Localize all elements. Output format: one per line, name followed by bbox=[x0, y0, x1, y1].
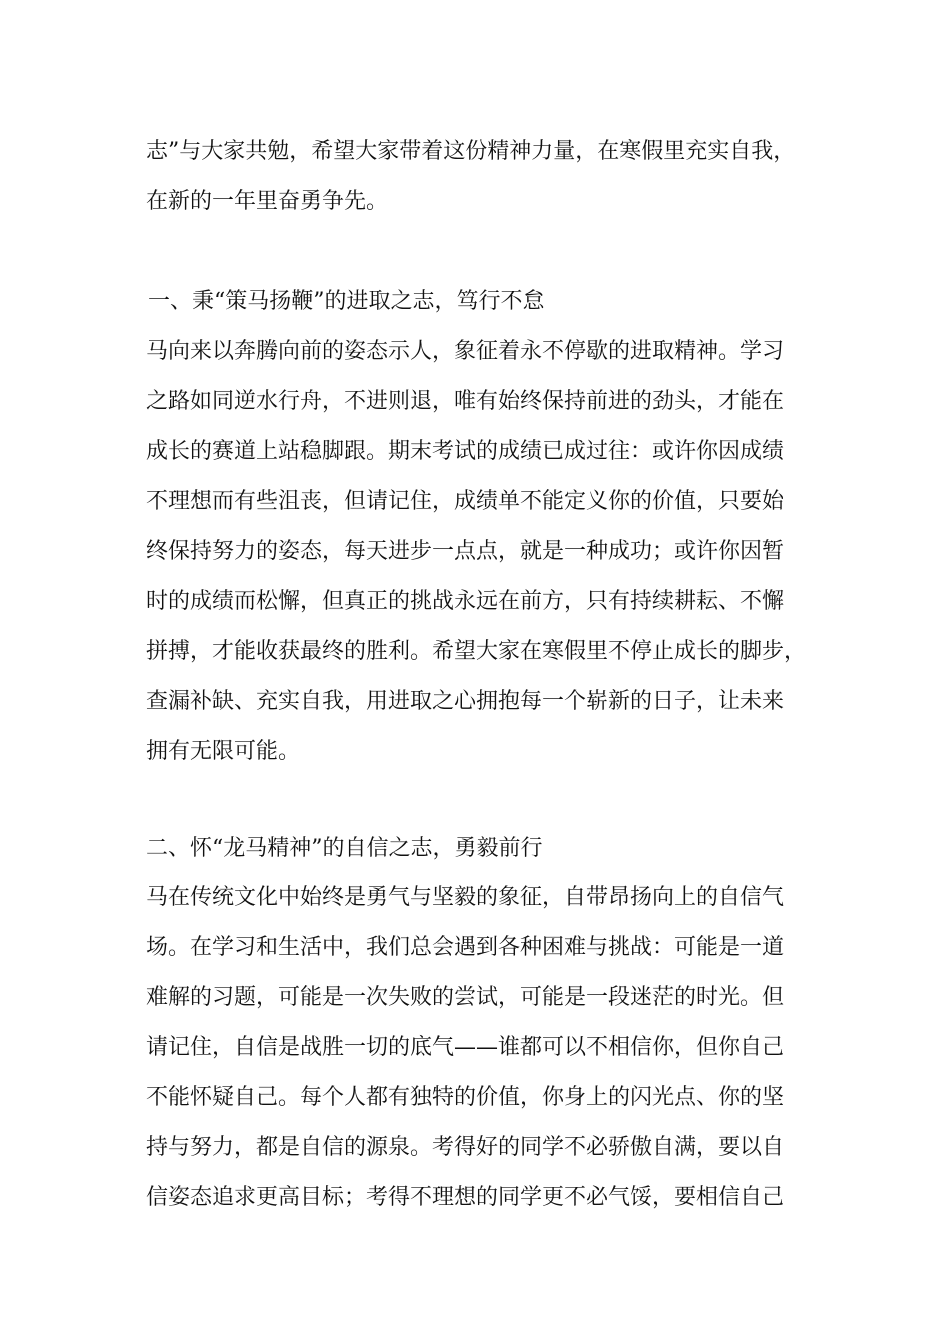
paragraph-line: 时的成绩而松懈，但真正的挑战永远在前方，只有持续耕耘、不懈 bbox=[146, 589, 785, 614]
paragraph-line: 成长的赛道上站稳脚跟。期末考试的成绩已成过往：或许你因成绩 bbox=[146, 439, 785, 464]
paragraph-line: 信姿态追求更高目标；考得不理想的同学更不必气馁，要相信自己 bbox=[146, 1185, 785, 1210]
paragraph-line: 拼搏，才能收获最终的胜利。希望大家在寒假里不停止成长的脚步， bbox=[146, 639, 807, 664]
section-one-heading-container bbox=[148, 287, 828, 317]
section-two-paragraph bbox=[146, 873, 826, 1223]
paragraph-line: 持与努力，都是自信的源泉。考得好的同学不必骄傲自满，要以自 bbox=[146, 1135, 785, 1160]
paragraph-line: 之路如同逆水行舟，不进则退，唯有始终保持前进的劲头，才能在 bbox=[146, 389, 785, 414]
paragraph-line: 难解的习题，可能是一次失败的尝试，可能是一段迷茫的时光。但 bbox=[146, 985, 785, 1010]
paragraph-line: 在新的一年里奋勇争先。 bbox=[146, 189, 389, 214]
section-one-paragraph bbox=[146, 327, 826, 777]
paragraph-line: 查漏补缺、充实自我，用进取之心拥抱每一个崭新的日子，让未来 bbox=[146, 689, 785, 714]
section-one-heading: 一、秉“策马扬鞭”的进取之志，笃行不怠 bbox=[148, 289, 545, 314]
paragraph-line: 拥有无限可能。 bbox=[146, 739, 301, 764]
section-two-heading-container bbox=[146, 834, 826, 864]
paragraph-line: 不理想而有些沮丧，但请记住，成绩单不能定义你的价值，只要始 bbox=[146, 489, 785, 514]
section-two-heading: 二、怀“龙马精神”的自信之志，勇毅前行 bbox=[146, 836, 543, 861]
paragraph-line: 马在传统文化中始终是勇气与坚毅的象征，自带昂扬向上的自信气 bbox=[146, 885, 785, 910]
paragraph-line: 马向来以奔腾向前的姿态示人，象征着永不停歇的进取精神。学习 bbox=[146, 339, 785, 364]
intro-paragraph bbox=[146, 127, 826, 227]
paragraph-line: 不能怀疑自己。每个人都有独特的价值，你身上的闪光点、你的坚 bbox=[146, 1085, 785, 1110]
paragraph-line: 场。在学习和生活中，我们总会遇到各种困难与挑战：可能是一道 bbox=[146, 935, 785, 960]
paragraph-line: 请记住，自信是战胜一切的底气——谁都可以不相信你，但你自己 bbox=[146, 1035, 785, 1060]
paragraph-line: 志”与大家共勉，希望大家带着这份精神力量，在寒假里充实自我， bbox=[146, 139, 796, 164]
paragraph-line: 终保持努力的姿态，每天进步一点点，就是一种成功；或许你因暂 bbox=[146, 539, 785, 564]
